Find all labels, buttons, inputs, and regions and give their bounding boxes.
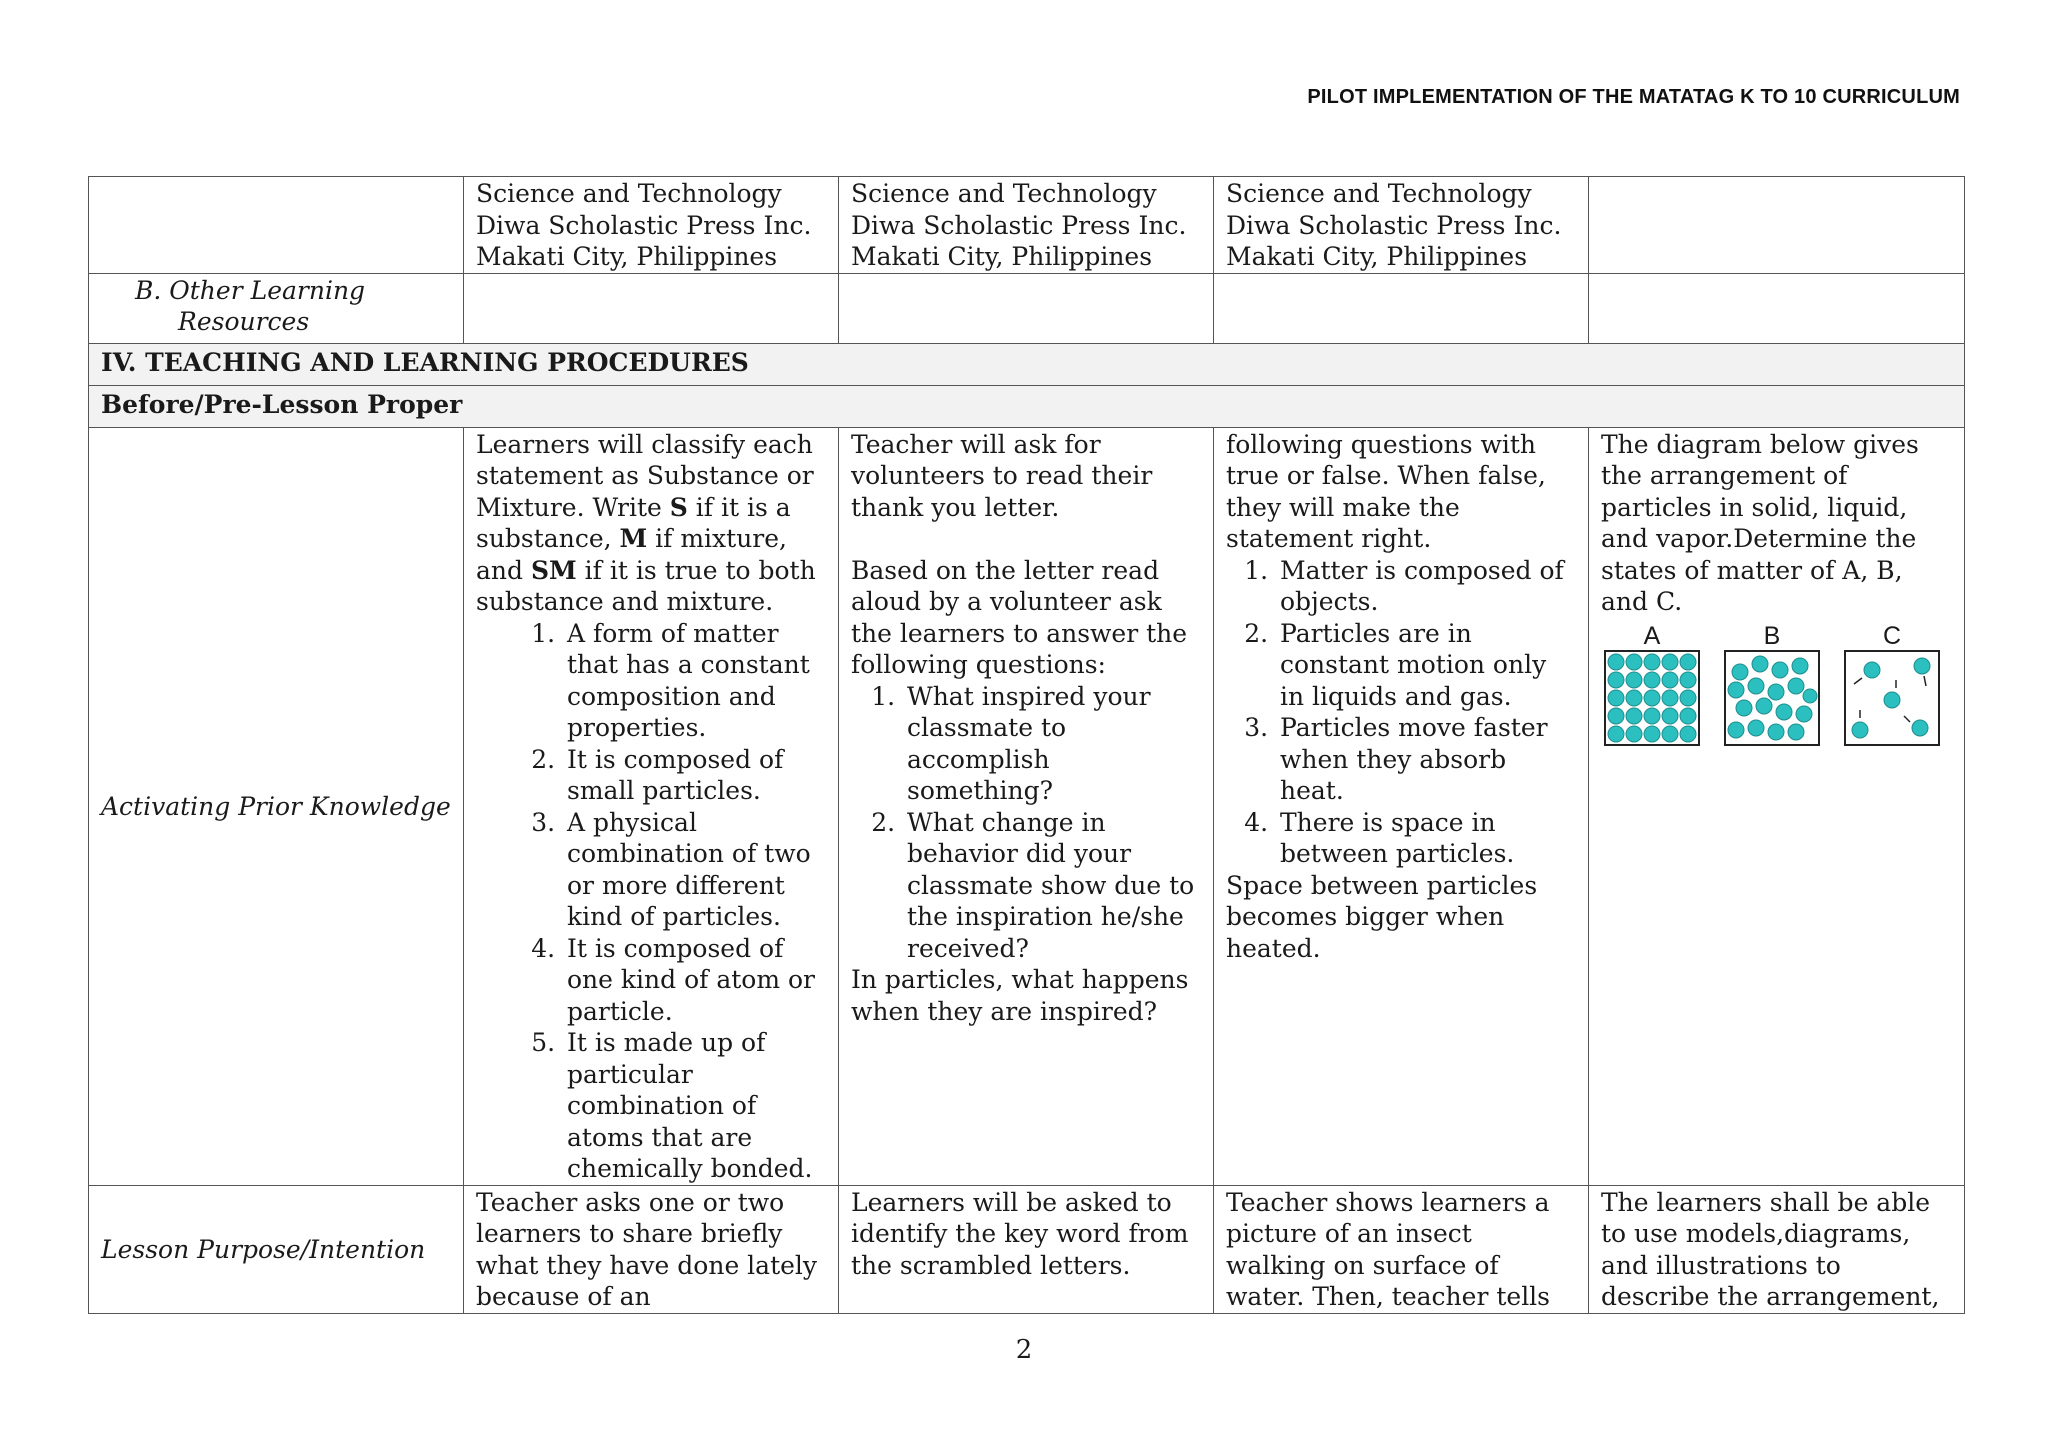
section-before-heading: Before/Pre-Lesson Proper — [89, 385, 1965, 427]
vapor-particles-figure — [1844, 650, 1940, 746]
section-procedures-row — [89, 343, 1965, 385]
document-header-title: PILOT IMPLEMENTATION OF THE MATATAG K TO 10 CURRICULUM — [1307, 86, 1960, 108]
purpose-row — [89, 1185, 1965, 1313]
diagram-label-b: B — [1763, 621, 1781, 650]
resources-row — [89, 177, 1965, 274]
purpose-label: Lesson Purpose/Intention — [89, 1185, 464, 1313]
apk-day3-cell: following questions with true or false. When false, they will make the statement right. 1. Matter is composed of objects. 2. Particles are in constant motion only in liquids and gas. 3. Particles move faster when they absorb heat. 4. There is space in between particles. Space between particles becomes bigger when heated. — [1214, 427, 1589, 1185]
apk-day3-list — [1226, 555, 1576, 870]
section-before-row — [89, 385, 1965, 427]
resource-cell-day1: Science and Technology Diwa Scholastic Press Inc. Makati City, Philippines — [464, 177, 839, 274]
list-item: 3. A physical combination of two or more different kind of particles. — [563, 807, 826, 933]
apk-day2-cell: Teacher will ask for volunteers to read their thank you letter. Based on the letter read aloud by a volunteer ask the learners to answer the following questions: 1. What inspired your classmate to accomplish something? 2. What change in behavior did your classmate show due to the inspiration he/she received? In particles, what happens when they are inspired? — [839, 427, 1214, 1185]
other-learning-resources-label: B. Other Learning Resources — [89, 273, 464, 343]
apk-day2-list — [851, 681, 1201, 965]
apk-day4-cell: The diagram below gives the arrangement of particles in solid, liquid, and vapor.Determine the states of matter of A, B, and C. A B C — [1589, 427, 1965, 1185]
apk-row — [89, 427, 1965, 1185]
resources-label-cell — [89, 177, 464, 274]
page-number: 2 — [1015, 1335, 1033, 1365]
list-item: 3. Particles move faster when they absorb heat. — [1276, 712, 1576, 807]
purpose-day3-cell: Teacher shows learners a picture of an insect walking on surface of water. Then, teacher tells — [1214, 1185, 1589, 1313]
apk-label: Activating Prior Knowledge — [89, 427, 464, 1185]
other-resources-row — [89, 273, 1965, 343]
list-item: 2. Particles are in constant motion only in liquids and gas. — [1276, 618, 1576, 713]
list-item: 1. A form of matter that has a constant composition and properties. — [563, 618, 826, 744]
apk-day1-list — [476, 618, 826, 1185]
list-item: 4. It is composed of one kind of atom or particle. — [563, 933, 826, 1028]
purpose-day4-cell: The learners shall be able to use models,diagrams, and illustrations to describe the arrangement, — [1589, 1185, 1965, 1313]
list-item: 2. What change in behavior did your classmate show due to the inspiration he/she received? — [903, 807, 1201, 965]
states-of-matter-diagram — [1603, 622, 1952, 746]
lesson-plan-table — [88, 176, 1965, 1314]
liquid-particles-figure — [1724, 650, 1820, 746]
diagram-label-a: A — [1643, 621, 1661, 650]
resource-cell-day4 — [1589, 177, 1965, 274]
purpose-day1-cell: Teacher asks one or two learners to share briefly what they have done lately because of an — [464, 1185, 839, 1313]
list-item: 2. It is composed of small particles. — [563, 744, 826, 807]
list-item: 4. There is space in between particles. — [1276, 807, 1576, 870]
list-item: 5. It is made up of particular combination of atoms that are chemically bonded. — [563, 1027, 826, 1185]
apk-day1-cell: Learners will classify each statement as Substance or Mixture. Write S if it is a substance, M if mixture, and SM if it is true to both substance and mixture. 1. A form of matter that has a constant composition and properties. 2. It is composed of small particles. 3. A physical combination of two or more different kind of particles. 4. It is composed of one kind of atom or particle. 5. It is made up of particular combination of atoms that are chemically bonded. — [464, 427, 839, 1185]
section-procedures-heading: IV. TEACHING AND LEARNING PROCEDURES — [89, 343, 1965, 385]
solid-particles-figure — [1604, 650, 1700, 746]
list-item: 1. What inspired your classmate to accomplish something? — [903, 681, 1201, 807]
resource-cell-day3: Science and Technology Diwa Scholastic Press Inc. Makati City, Philippines — [1214, 177, 1589, 274]
resource-cell-day2: Science and Technology Diwa Scholastic Press Inc. Makati City, Philippines — [839, 177, 1214, 274]
diagram-label-c: C — [1882, 621, 1902, 650]
purpose-day2-cell: Learners will be asked to identify the key word from the scrambled letters. — [839, 1185, 1214, 1313]
list-item: 1. Matter is composed of objects. — [1276, 555, 1576, 618]
